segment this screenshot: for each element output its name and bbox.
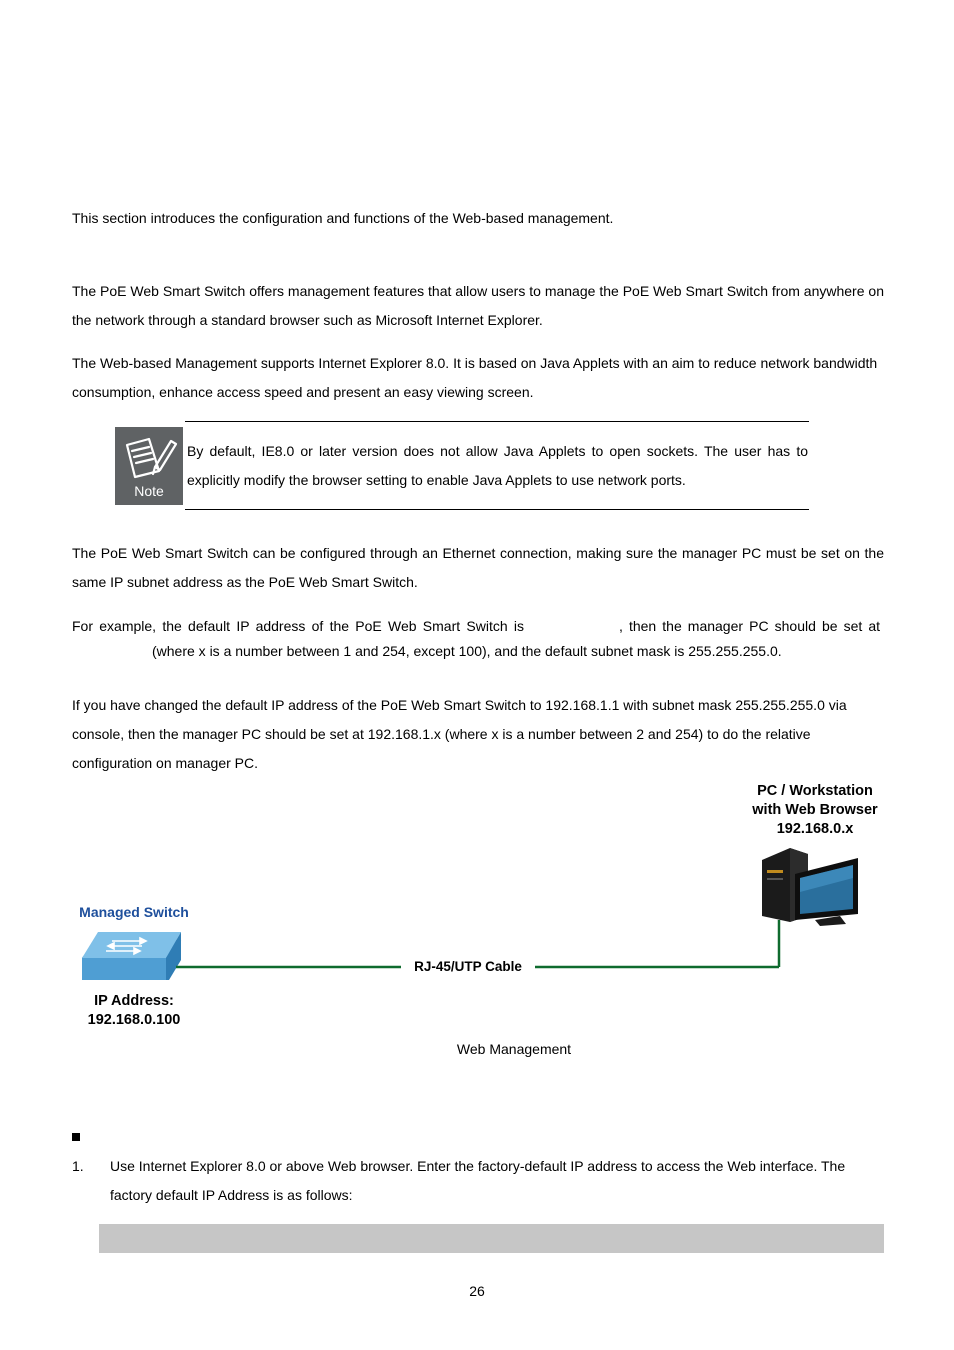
note-bottom-rule [185, 509, 809, 510]
paragraph-default-ip-part-a: For example, the default IP address of the PoE Web Smart Switch is [72, 618, 524, 634]
pc-label-line3: 192.168.0.x [776, 821, 854, 837]
note-text: By default, IE8.0 or later version does not allow Java Applets to open sockets. The user has to explicitly modify the browser setting to enable Java Applets to use network ports. [187, 443, 808, 488]
pc-label [735, 782, 895, 839]
switch-ip-line1: IP Address: [94, 993, 174, 1009]
ip-address-box [99, 1224, 884, 1253]
page-number: 26 [469, 1283, 485, 1299]
pc-icon [762, 848, 858, 926]
note-icon-label: Note [134, 483, 164, 499]
pc-label-line1: PC / Workstation [757, 783, 873, 799]
switch-ip-line2: 192.168.0.100 [87, 1012, 181, 1028]
paragraph-browser-support: The Web-based Management supports Internet Explorer 8.0. It is based on Java Applets with an aim to reduce network bandwidth consumption, enhance access speed and present an easy viewing screen. [72, 355, 878, 400]
cable-label: RJ-45/UTP Cable [414, 959, 522, 974]
step-text: Use Internet Explorer 8.0 or above Web browser. Enter the factory-default IP address to access the Web interface. The factory default IP Address is as follows: [110, 1158, 846, 1203]
paragraph-management-features: The PoE Web Smart Switch offers management features that allow users to manage the PoE Web Smart Switch from anywhere on the network through a standard browser such as Microsoft Internet Explorer. [72, 283, 884, 328]
note-top-rule [185, 421, 809, 422]
switch-icon [82, 912, 181, 980]
switch-ip-label [62, 992, 206, 1030]
figure-caption: Web Management [456, 1041, 572, 1057]
paragraph-changed-ip: If you have changed the default IP address of the PoE Web Smart Switch to 192.168.1.1 with subnet mask 255.255.255.0 via console, then the manager PC should be set at 192.168.1.x (where x is a number between 2 and 254) to do the relative configuration on manager PC. [72, 697, 847, 771]
paragraph-default-ip-part-b: , then the manager PC should be set at [619, 618, 880, 634]
intro-text: This section introduces the configuration and functions of the Web-based management. [72, 210, 614, 226]
switch-title: Managed Switch [79, 904, 189, 920]
paragraph-ethernet: The PoE Web Smart Switch can be configured through an Ethernet connection, making sure the manager PC must be set on the same IP subnet address as the PoE Web Smart Switch. [72, 545, 884, 590]
paragraph-default-ip-part-c: (where x is a number between 1 and 254, except 100), and the default subnet mask is 255.255.255.0. [152, 643, 782, 659]
note-icon [115, 427, 183, 505]
pc-label-line2: with Web Browser [752, 802, 878, 818]
step-number: 1. [72, 1158, 84, 1174]
bullet-square-icon [72, 1133, 80, 1141]
